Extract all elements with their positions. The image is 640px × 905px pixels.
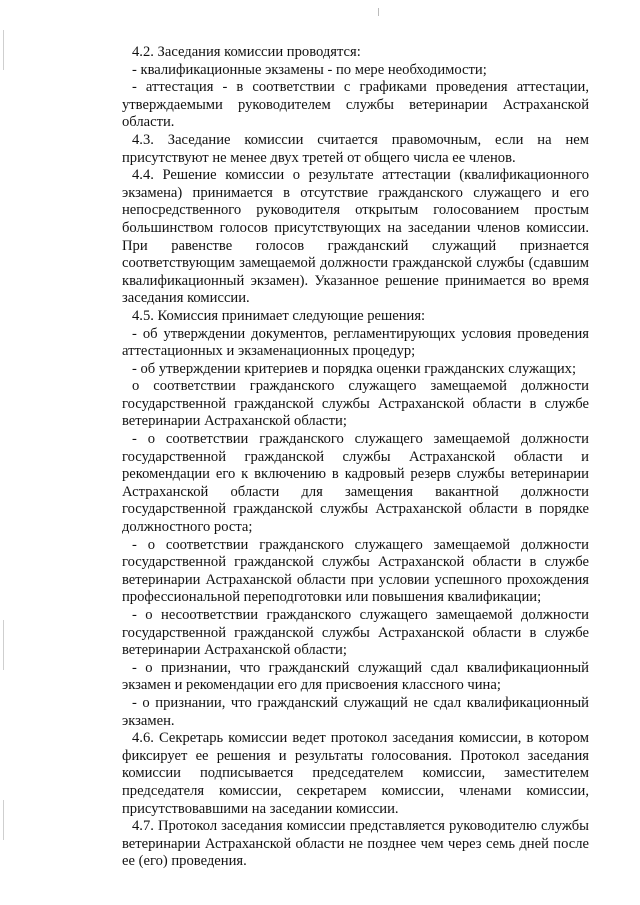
scan-edge-mark	[3, 30, 4, 70]
paragraph-4-7: 4.7. Протокол заседания комиссии представляется руководителю службы ветеринарии Астраханской области не позднее чем через семь дней после ее (его) проведения.	[122, 818, 589, 870]
paragraph-4-3: 4.3. Заседание комиссии считается правомочным, если на нем присутствуют не менее двух третей от общего числа ее членов.	[122, 131, 589, 166]
decision-item-compliance: о соответствии гражданского служащего замещаемой должности государственной гражданской службы Астраханской области в службе ветеринарии Астраханской области;	[122, 378, 589, 430]
decision-item-documents: - об утверждении документов, регламентирующих условия проведения аттестационных и экзаменационных процедур;	[122, 325, 589, 360]
scan-edge-mark	[3, 620, 4, 670]
list-item-attestation: - аттестация - в соответствии с графиками проведения аттестации, утверждаемыми руководителем службы ветеринарии Астраханской области.	[122, 79, 589, 131]
list-item-exams: - квалификационные экзамены - по мере необходимости;	[132, 61, 487, 78]
decision-item-criteria: - об утверждении критериев и порядка оценки гражданских служащих;	[132, 360, 577, 377]
decision-item-noncompliance: - о несоответствии гражданского служащего замещаемой должности государственной гражданской службы Астраханской области в службе ветеринарии Астраханской области;	[122, 607, 589, 659]
decision-item-conditional: - о соответствии гражданского служащего замещаемой должности государственной гражданской службы Астраханской области в службе ветеринарии Астраханской области при условии успешного прохождения профессиональной переподготовки или повышения квалификации;	[122, 536, 589, 606]
paragraph-4-2: 4.2. Заседания комиссии проводятся:	[132, 44, 361, 60]
decision-item-failed: - о признании, что гражданский служащий не сдал квалификационный экзамен.	[122, 694, 589, 729]
scan-edge-mark	[3, 800, 4, 840]
paragraph-4-6: 4.6. Секретарь комиссии ведет протокол заседания комиссии, в котором фиксирует ее решения и результаты голосования. Протокол заседания комиссии подписывается председателем комиссии, заместителем председателя комиссии, секретарем комиссии, членами комиссии, присутствовавшими на заседании комиссии.	[122, 730, 589, 817]
document-page	[122, 44, 589, 871]
decision-item-passed: - о признании, что гражданский служащий сдал квалификационный экзамен и рекомендации его для присвоения классного чина;	[122, 659, 589, 694]
scan-mark	[378, 8, 379, 16]
paragraph-4-4: 4.4. Решение комиссии о результате аттестации (квалификационного экзамена) принимается в отсутствие гражданского служащего и его непосредственного руководителя открытым голосованием простым большинством голосов присутствующих на заседании членов комиссии. При равенстве голосов гражданский служащий признается соответствующим замещаемой должности гражданской службы (сдавшим квалификационный экзамен). Указанное решение принимается во время заседания комиссии.	[122, 167, 589, 307]
paragraph-4-5: 4.5. Комиссия принимает следующие решения:	[132, 307, 426, 324]
decision-item-reserve: - о соответствии гражданского служащего замещаемой должности государственной гражданской службы Астраханской области и рекомендации его к включению в кадровый резерв службы ветеринарии Астраханской области для замещения вакантной должности государственной гражданской службы Астраханской области в порядке должностного роста;	[122, 431, 589, 536]
